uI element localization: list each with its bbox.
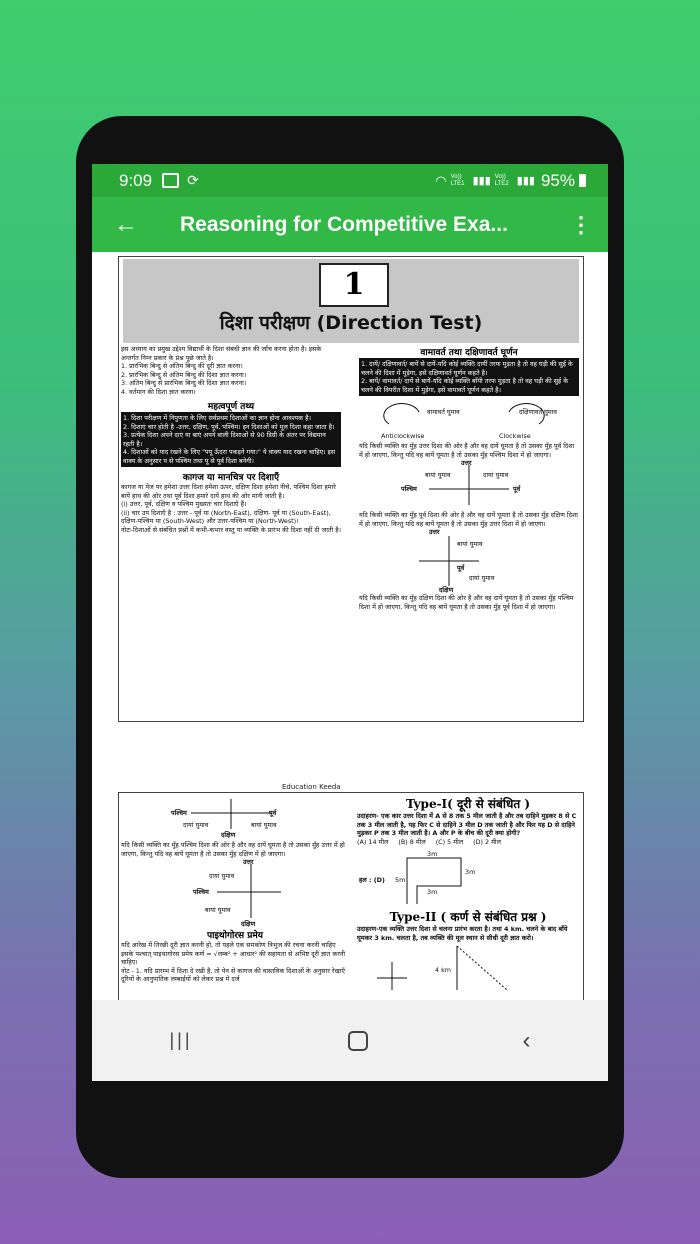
type2-example: उदाहरण-एक व्यक्ति उत्तर दिशा से चलना प्रारंभ करता है। तथा 4 km. चलने के बाद बाँये घूमकर 3 km. चलता है, तब व्यक्ति की मूल स्थान से सीधी दूरी ज्ञात करो। [357,925,568,942]
app-title: Reasoning for Competitive Exa... [180,212,508,236]
right-column [357,795,579,992]
fact-line: 3. प्रत्येक दिशा अपने दाएं या बाएं अपने वाली दिशाओं से 90 डिग्री के अंतर पर विद्यमान रहती है। [123,431,326,448]
map-directions-heading: कागज या मानचित्र पर दिशाएँ [182,473,280,483]
south-face-text: यदि किसी व्यक्ति का मुँह दक्षिण दिशा की ओर है और वह दायें घूमता है तो उसका मुँह पश्चिम दिशा में हो जाएगा, किन्तु यदि वह बायें घूमता है तो उसका मुँह पूर्व दिशा में हो जाएगा। [359,594,574,611]
status-bar [92,164,608,197]
map-line: (ii) चार उप दिशाएँ है : उत्तर - पूर्व या (North-East), दक्षिण- पूर्व या (South-East), दक्षिण-पश्चिम या (South-West) और उत्तर-पश्चिम या (North-West)। [121,508,331,525]
intro-text [121,345,341,396]
status-time: 9:09 [119,170,153,190]
document-page-2 [118,792,584,1000]
south-label: दक्षिण [241,920,256,928]
battery-icon [579,174,586,187]
rotation-heading: वामावर्त तथा दक्षिणावर्त घूर्णन [420,348,518,358]
type2-heading: Type-II ( कर्ण से संबंधित प्रश्न ) [389,910,547,924]
west-label: पश्चिम [401,485,417,493]
option-c: (C) 5 मील [435,837,464,846]
map-line: (i) उत्तर, पूर्व, दक्षिण व पश्चिम मुख्यतः चार दिशाएँ हैं। [121,500,247,508]
signal-icon-2: ▮▮▮ [516,175,535,187]
pythagoras-text [121,941,349,984]
network-lte1: Vo)) LTE1 [450,173,465,187]
type2-figure [357,942,579,992]
left-turn-label: बायां घुमाव [251,821,277,829]
overflow-menu-icon[interactable]: ⋮ [570,211,592,237]
compass-diagram-2 [359,528,579,594]
compass-diagram-1 [359,459,579,511]
important-facts-heading: महत्वपूर्ण तथ्य [207,402,255,412]
document-page-1 [118,256,584,722]
sync-icon: ⟳ [187,172,199,188]
left-turn-label: बायां घुमाव [457,540,483,548]
clockwise-label: Clockwise [499,432,531,440]
signal-icon: ▮▮▮ [472,175,491,187]
type1-heading: Type-I( दूरी से संबंधित ) [405,797,531,811]
rotation-diagram [359,402,579,442]
solution-label: हल : (D) [359,876,385,884]
intro-line: 1. प्रारंभिक बिन्दु से अंतिम बिन्दु की दूरी ज्ञात करना। [121,362,243,370]
left-turn-label: वामावर्त घुमाव [427,408,460,416]
compass-icon [121,858,349,928]
fact-line: 4. दिशाओं को याद रखने के लिए "पपू ऊँदरा पकड़ने गया।" ये वाक्य याद रखना चाहिए। इस वाक्य के अनुसार प से पश्चिम तथा पू से पूर्व दिशा बनेगी। [123,448,336,465]
intro-line: 2. प्रारंभिक बिन्दु से अंतिम बिन्दु की दिशा ज्ञात करना। [121,370,247,379]
intro-line: इस अध्याय का प्रमुख उद्देश्य विद्यार्थी के दिशा संबंधी ज्ञान की जाँच करना होता है। इसके अन्तर्गत निम्न प्रकार के प्रश्न पूछे जाते है। [121,345,322,362]
map-line: कागज या पेज पर हमेशा उत्तर दिशा हमेशा ऊपर, दक्षिण दिशा हमेशा नीचे, पश्चिम दिशा हमारे बायें हाथ की ओर तथा पूर्व दिशा हमारे दायें हाथ की ओर मानी जाती है। [121,483,336,500]
recent-apps-icon[interactable]: ||| [169,1030,193,1050]
fig-4km: 4 km [435,966,452,974]
compass-diagram-4 [121,858,349,928]
fig-5m: 5m [395,876,406,884]
north-face-text: यदि किसी व्यक्ति का मुँह उत्तर दिशा की ओर है और वह दायें घूमता है तो उसका मुँह पूर्व दिशा में हो जाएगा, किन्तु यदि वह बायें घूमता है तो उसका मुँह पश्चिम दिशा में हो जाएगा। [359,442,575,459]
south-label: दक्षिण [221,831,236,839]
west-label: पश्चिम [193,888,209,896]
intro-line: 4. वर्तमान की दिशा ज्ञात करना। [121,387,196,396]
nav-back-icon[interactable]: ‹ [522,1026,531,1054]
west-label: पश्चिम [171,809,187,817]
west-face-text: यदि किसी व्यक्ति का मुँह पश्चिम दिशा की ओर है और वह दायें घूमता है तो उसका मुँह उत्तर में हो जाएगा, किन्तु यदि वह बायें घूमता है तो उसका मुँह दक्षिण में हो जाएगा। [121,841,345,858]
document-viewer[interactable] [92,252,608,1000]
south-label: दक्षिण [439,586,454,594]
compass-icon [359,528,579,594]
fact-line: 2. दिशाएं चार होती है -उत्तर, दक्षिण, पूर्व, पश्चिम। इन दिशाओं को मूल दिशा कहा जाता है। [123,422,335,431]
map-text [121,483,341,534]
network-lte2: Vo)) LTE2 [494,173,509,187]
pythagoras-line: यदि आरेख में तिरछी दूरी ज्ञात करनी हो, तो पहले एक समकोण त्रिभुज की रचना करनी चाहिए इसके पश्चात् पाइथागोरस प्रमेय कर्ण = √लम्ब² + आधार² की सहायता से अभिष्ट दूरी ज्ञात करनी चाहिए। [121,941,346,966]
right-turn-label: दायां घुमाव [483,471,509,479]
chapter-number: 1 [319,263,389,307]
fig-3m-bottom: 3m [427,888,438,896]
compass-diagram-3 [121,795,349,841]
page-2-header: Education Keeda [282,783,341,791]
chapter-title: दिशा परीक्षण (Direction Test) [219,312,483,334]
triangle-figure [357,942,579,992]
type1-figure [357,846,579,908]
rotation-box [359,358,579,396]
map-line: नोटः-दिशाओं से संबंधित प्रश्नों में कभी-कभार वस्तु या व्यक्ति के प्रारंभ की दिशा नहीं दी जाती है। [121,525,342,534]
right-turn-label: दक्षिणावर्त घुमाव [519,408,557,416]
east-label: पूर्व [269,809,277,817]
left-column [121,345,341,534]
fig-3m-right: 3m [465,868,476,876]
option-d: (D) 2 मील [473,837,501,846]
east-label: पूर्व [513,485,521,493]
north-label: उत्तर [429,528,440,536]
option-b: (B) 8 मील [398,837,426,846]
wifi-icon: ◠ [435,172,447,188]
left-column [121,795,349,984]
chapter-header [123,259,579,343]
left-turn-label: बायां घुमाव [205,906,231,914]
option-a: (A) 14 मील [357,837,389,846]
home-icon[interactable] [348,1031,368,1051]
battery-level: 95% [540,170,575,190]
fig-3m-top: 3m [427,850,438,858]
screen [92,164,608,1081]
route-figure [357,846,579,908]
left-turn-label: बायां घुमाव [425,471,451,479]
east-face-text: यदि किसी व्यक्ति का मुँह पूर्व दिशा की ओर है और वह दायें घूमता है तो उसका मुँह दक्षिण दिशा में हो जाएगा, किन्तु यदि वह बायें घूमता है तो उसका मुँह उत्तर दिशा में हो जाएगा। [359,511,578,528]
north-label: उत्तर [461,459,472,467]
gallery-icon [162,173,179,188]
pythagoras-line: नोट - 1. यदि प्रारम्भ में दिशा दे रखी है, तो पेन से कागज की वास्तविक दिशाओं के अनुसार रेखाएँ दूरियों के आनुपातिक लम्बाईयों को लेकर प्रश्न मे दर्ज [121,966,345,983]
facts-box [121,412,341,467]
type1-example: उदाहरण- एक कार उत्तर दिशा में A से 8 तक 5 मील जाती है और तब दाहिने मुड़कर 8 से C तक 3 मील जाती है, यह फिर C से दाहिने 3 मील D तक जाती है और फिर यह D से दाहिने मुड़कर P तक 3 मील जाती है। A और P के बीच की दूरी क्या होगी? [357,812,577,837]
fact-line: 1. दिशा परीक्षण में निपुणता के लिए सर्वप्रथम दिशाओं का ज्ञान होना आवश्यक है। [123,414,311,422]
navigation-bar [92,1000,608,1081]
intro-line: 3. अंतिम बिन्दु से प्रारंभिक बिन्दु की दिशा ज्ञात करना। [121,379,247,387]
app-bar [92,197,608,252]
anticlockwise-label: Anticlockwise [381,432,425,440]
north-label: उत्तर [243,858,254,866]
pythagoras-heading: पाइथोगोरस प्रमेय [207,931,263,941]
type1-options [357,838,579,847]
right-column [359,345,579,611]
back-arrow-icon[interactable]: ← [114,210,138,238]
right-turn-label: दायां घुमाव [469,574,495,582]
east-label: पूर्व [457,564,465,572]
right-turn-label: दायां घुमाव [183,821,209,829]
rotation-line: 1. दायें/ दक्षिणावर्त/ बायें से दायें-यदि कोई व्यक्ति दायीं तरफ मुड़ता है तो वह घड़ी की सुई के चलने की दिशा में मुड़ेगा, इसे दक्षिणावर्त घूर्णन कहते है। [361,360,573,377]
right-turn-label: दायां घुमाव [209,872,235,880]
rotation-line: 2. बायें/ वामावर्त/ दायें से बायें-यदि कोई व्यक्ति बाँयी तरफ मुड़ता है तो वह घड़ी की सुई के चलने की विपरीत दिशा में मुड़ेगा, इसे वामावर्त घूर्णन कहते है। [361,377,569,394]
